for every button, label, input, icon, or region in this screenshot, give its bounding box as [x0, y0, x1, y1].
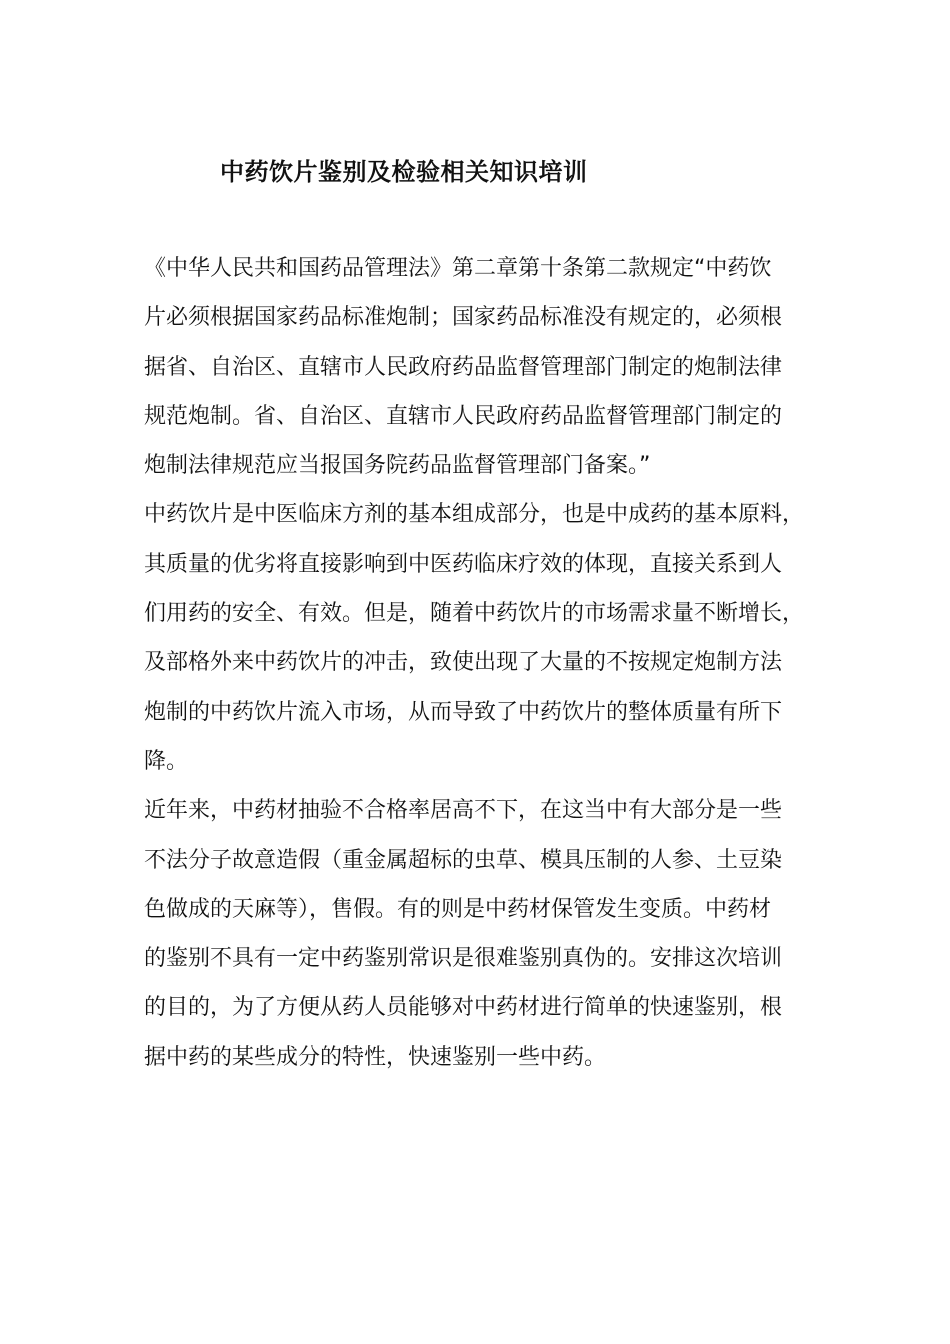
text-line: 色做成的天麻等），售假。有的则是中药材保管发生变质。中药材 [144, 896, 772, 922]
text-line: 片必须根据国家药品标准炮制；国家药品标准没有规定的，必须根 [144, 305, 783, 331]
document-title: 中药饮片鉴别及检验相关知识培训 [220, 158, 588, 186]
text-line: 的目的，为了方便从药人员能够对中药材进行简单的快速鉴别，根 [144, 995, 783, 1021]
document-body [144, 244, 812, 1082]
text-line: 及部格外来中药饮片的冲击，致使出现了大量的不按规定炮制方法 [144, 650, 783, 676]
text-line: 据省、自治区、直辖市人民政府药品监督管理部门制定的炮制法律 [144, 354, 783, 380]
text-line: 其质量的优劣将直接影响到中医药临床疗效的体现，直接关系到人 [144, 551, 783, 577]
text-line: 不法分子故意造假（重金属超标的虫草、模具压制的人参、土豆染 [144, 847, 783, 873]
text-line: 《中华人民共和国药品管理法》第二章第十条第二款规定“中药饮 [144, 256, 772, 281]
text-line: 据中药的某些成分的特性，快速鉴别一些中药。 [144, 1044, 607, 1070]
text-line: 近年来，中药材抽验不合格率居高不下，在这当中有大部分是一些 [144, 798, 783, 824]
text-line: 炮制法律规范应当报国务院药品监督管理部门备案。” [144, 453, 651, 479]
text-line: 的鉴别不具有一定中药鉴别常识是很难鉴别真伪的。安排这次培训 [144, 946, 783, 972]
text-line: 炮制的中药饮片流入市场，从而导致了中药饮片的整体质量有所下 [144, 699, 783, 725]
text-line: 中药饮片是中医临床方剂的基本组成部分，也是中成药的基本原料， [144, 502, 805, 528]
text-line: 们用药的安全、有效。但是，随着中药饮片的市场需求量不断增长， [144, 601, 805, 627]
text-line: 降。 [144, 748, 189, 774]
text-line: 规范炮制。省、自治区、直辖市人民政府药品监督管理部门制定的 [144, 403, 783, 429]
